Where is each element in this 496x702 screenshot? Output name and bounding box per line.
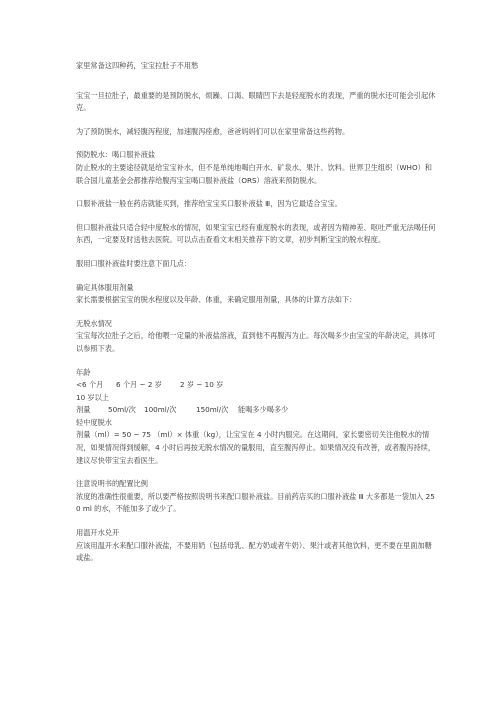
document-page bbox=[76, 60, 436, 565]
age-row-extra bbox=[76, 392, 436, 405]
paragraph-warm-water: 应该用温开水来配口服补液盐，不要用奶（包括母乳、配方奶或者牛奶）、果汁或者其他饮料，更不要在里面加糖或盐。 bbox=[76, 540, 432, 563]
dose-cell: 能喝多少喝多少 bbox=[238, 405, 289, 415]
paragraph-no-dehydration: 宝宝每次拉肚子之后，给他喂一定量的补液盐溶液，直到他不再腹泻为止。每次喝多少由宝宝的年龄决定，具体可以参照下表。 bbox=[76, 331, 436, 353]
paragraph-ors: 防止脱水的主要途径就是给宝宝补水，但不是单纯地喝白开水、矿泉水、果汁、饮料。世界卫生组织（WHO）和联合国儿童基金会都推荐给腹泻宝宝喝口服补液盐（ORS）溶液来预防脱水。 bbox=[76, 162, 432, 185]
paragraph-intro: 宝宝一旦拉肚子，最重要的是预防脱水，烦躁、口渴、眼睛凹下去是轻度脱水的表现，严重的脱水还可能会引起休克。 bbox=[76, 90, 436, 113]
age-cell: 2 岁 ~ 10 岁 bbox=[180, 380, 224, 390]
age-cell: 10 岁以上 bbox=[76, 392, 109, 402]
dose-cell: 100ml/次 bbox=[144, 405, 177, 415]
section-heading-ratio: 注意说明书的配置比例 bbox=[76, 479, 148, 489]
paragraph-dosage: 家长需要根据宝宝的脱水程度以及年龄、体重，来确定服用剂量，具体的计算方法如下： bbox=[76, 295, 357, 305]
paragraph-notes-intro: 服用口服补液盐时要注意下面几点： bbox=[76, 258, 192, 268]
paragraph-mild-dehydration: 剂量（ml）= 50 ~ 75 （ml）× 体重（kg），让宝宝在 4 小时内服完。在这期间，家长要密切关注他脱水的情况，如果情况得到缓解，4 小时后再按无脱水情况的量服用，直至腹泻停止。如果情况没有改善，或者腹泻持续，建议尽快带宝宝去看医生。 bbox=[76, 430, 436, 465]
page-title: 家里常备这四种药，宝宝拉肚子不用愁 bbox=[76, 61, 199, 70]
paragraph-severe-dehydration: 但口服补液盐只适合轻中度脱水的情况，如果宝宝已经有重度脱水的表现，或者因为精神差、呕吐严重无法喝任何东西，一定要及时送他去医院。可以点击查看文末相关推荐下的文章，初步判断宝宝的脱水程度。 bbox=[76, 222, 436, 245]
section-heading-mild-dehydration: 轻中度脱水 bbox=[76, 417, 112, 427]
age-cell: 6 个月 ~ 2 岁 bbox=[116, 380, 162, 390]
paragraph-ratio: 浓度的准确性很重要，所以要严格按照说明书来配口服补液盐。目前药店买的口服补液盐 Ⅲ 大多都是一袋加入 250 ml 的水，不能加多了或少了。 bbox=[76, 491, 435, 514]
dose-cell: 150ml/次 bbox=[196, 405, 229, 415]
section-heading-warm-water: 用温开水兑开 bbox=[76, 528, 120, 538]
age-cell: <6 个月 bbox=[76, 380, 104, 390]
age-row bbox=[76, 379, 436, 392]
paragraph-ors-purchase: 口服补液盐一般在药店就能买到，推荐给宝宝买口服补液盐 Ⅲ，因为它最适合宝宝。 bbox=[76, 199, 342, 209]
section-heading-dosage: 确定具体服用剂量 bbox=[76, 282, 134, 292]
dose-cell: 50ml/次 bbox=[108, 405, 136, 415]
dose-row bbox=[76, 404, 436, 417]
paragraph-prevention: 为了预防脱水，减轻腹泻程度，加速腹泻痊愈，爸爸妈妈们可以在家里常备这些药物。 bbox=[76, 126, 350, 136]
section-heading-ors: 预防脱水：喝口服补液盐 bbox=[76, 150, 156, 160]
table-heading-age: 年龄 bbox=[76, 367, 91, 377]
section-heading-no-dehydration: 无脱水情况 bbox=[76, 318, 112, 328]
dose-cell: 剂量 bbox=[76, 405, 91, 415]
